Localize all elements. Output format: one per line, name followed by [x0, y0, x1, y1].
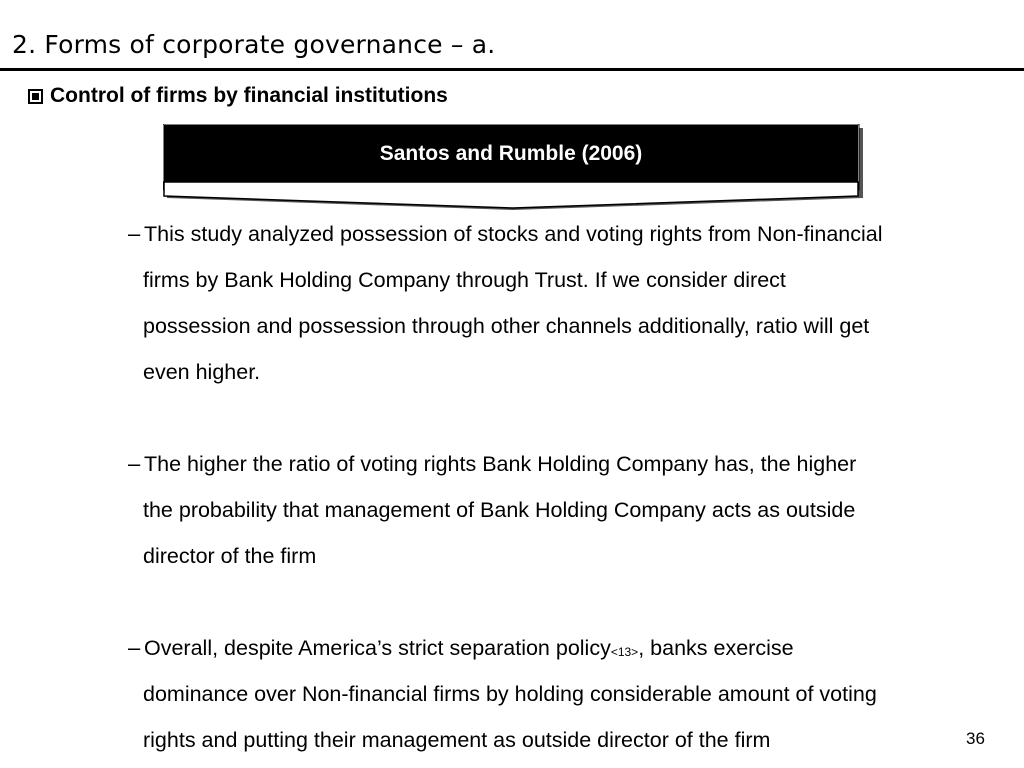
dash-bullet-icon: – [128, 221, 141, 246]
bullet-item-3 [128, 625, 1024, 763]
bullet-text: the probability that management of Bank Holding Company acts as outside [143, 498, 856, 522]
bullet-text: The higher the ratio of voting rights Bank Holding Company has, the higher [144, 452, 857, 476]
bullet-text: Overall, despite America’s strict separation policy [144, 636, 611, 660]
banner-title: Santos and Rumble (2006) [379, 142, 643, 165]
section-heading [28, 82, 448, 110]
bullet-text: firms by Bank Holding Company through Trust. If we consider direct [143, 268, 786, 292]
citation-reference: <13> [610, 645, 639, 659]
title-divider [0, 68, 1024, 71]
bullet-text: even higher. [143, 360, 261, 384]
bullet-text: , banks exercise [638, 636, 794, 660]
bullet-first-line [128, 211, 1024, 257]
bullet-item-1 [128, 211, 1024, 395]
dash-bullet-icon: – [128, 635, 141, 660]
bullet-text: dominance over Non-financial firms by holding considerable amount of voting [143, 682, 877, 706]
bullet-text: rights and putting their management as outside director of the firm [143, 728, 771, 752]
filled-square-bullet-icon [28, 89, 43, 104]
banner-shape-icon [163, 124, 865, 214]
bullet-first-line [128, 441, 1024, 487]
bullet-text: This study analyzed possession of stocks and voting rights from Non-financial [144, 222, 883, 246]
bullet-text: possession and possession through other channels additionally, ratio will get [143, 314, 870, 338]
slide-title: 2. Forms of corporate governance – a. [12, 30, 496, 59]
source-banner [163, 124, 865, 214]
bullet-first-line [128, 625, 1024, 671]
page-number: 36 [966, 729, 985, 748]
dash-bullet-icon: – [128, 451, 141, 476]
bullet-item-2 [128, 441, 1024, 579]
bullet-text: director of the firm [143, 544, 317, 568]
section-heading-text: Control of firms by financial institutions [50, 84, 448, 107]
